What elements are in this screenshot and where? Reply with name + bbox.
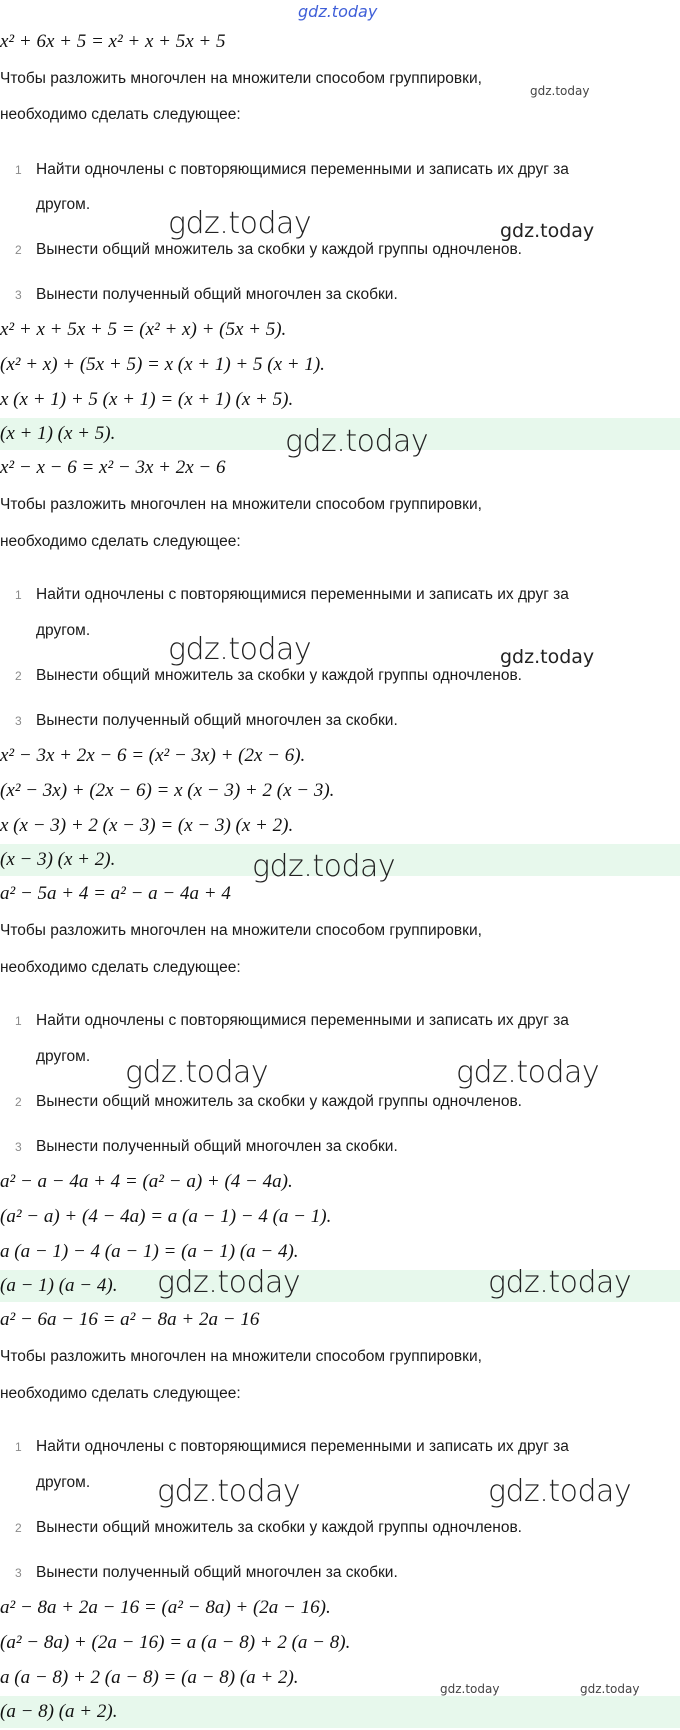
watermark: gdz.today	[440, 1682, 500, 1696]
step-1-text-line-2: другом.	[36, 1048, 91, 1065]
group-line: a² − 8a + 2a − 16 = (a² − 8a) + (2a − 16).	[0, 1597, 331, 1618]
step-number: 1	[15, 1440, 22, 1454]
factor-line: (x² + x) + (5x + 5) = x (x + 1) + 5 (x + 1).	[0, 354, 325, 375]
step-2-text: Вынести общий множитель за скобки у каждой группы одночленов.	[36, 667, 522, 684]
step-3-text: Вынести полученный общий многочлен за скобки.	[36, 712, 398, 729]
intro-line-1: Чтобы разложить многочлен на множители способом группировки,	[0, 70, 482, 87]
intro-line-2: необходимо сделать следующее:	[0, 106, 241, 123]
step-1-text-line-1: Найти одночлены с повторяющимися переменными и записать их друг за	[36, 161, 569, 178]
group-line: x² + x + 5x + 5 = (x² + x) + (5x + 5).	[0, 319, 287, 340]
watermark: gdz.today	[456, 1055, 600, 1090]
watermark: gdz.today	[252, 849, 396, 884]
watermark: gdz.today	[488, 1474, 632, 1509]
intro-line-1: Чтобы разложить многочлен на множители способом группировки,	[0, 1348, 482, 1365]
step-number: 3	[15, 1566, 22, 1580]
step-1-text-line-2: другом.	[36, 1474, 91, 1491]
step-number: 2	[15, 243, 22, 257]
answer-line	[0, 1696, 680, 1728]
watermark: gdz.today	[157, 1265, 301, 1300]
intro-line-2: необходимо сделать следующее:	[0, 959, 241, 976]
group-line: a² − a − 4a + 4 = (a² − a) + (4 − 4a).	[0, 1171, 293, 1192]
step-number: 2	[15, 669, 22, 683]
factor-line: (a² − a) + (4 − 4a) = a (a − 1) − 4 (a − 1).	[0, 1206, 332, 1227]
group-line: x² − 3x + 2x − 6 = (x² − 3x) + (2x − 6).	[0, 745, 306, 766]
watermark: gdz.today	[285, 424, 429, 459]
step-number: 3	[15, 288, 22, 302]
expand-line: x² + 6x + 5 = x² + x + 5x + 5	[0, 31, 226, 52]
step-number: 2	[15, 1095, 22, 1109]
step-number: 2	[15, 1521, 22, 1535]
step-1-text-line-1: Найти одночлены с повторяющимися переменными и записать их друг за	[36, 586, 569, 603]
step-3-text: Вынести полученный общий многочлен за скобки.	[36, 1138, 398, 1155]
combine-line: a (a − 1) − 4 (a − 1) = (a − 1) (a − 4).	[0, 1241, 299, 1262]
combine-line: a (a − 8) + 2 (a − 8) = (a − 8) (a + 2).	[0, 1667, 299, 1688]
factor-line: (x² − 3x) + (2x − 6) = x (x − 3) + 2 (x − 3).	[0, 780, 335, 801]
step-3-text: Вынести полученный общий многочлен за скобки.	[36, 286, 398, 303]
step-number: 1	[15, 163, 22, 177]
expand-line: a² − 5a + 4 = a² − a − 4a + 4	[0, 883, 231, 904]
step-number: 1	[15, 1014, 22, 1028]
watermark: gdz.today	[580, 1682, 640, 1696]
watermark: gdz.today	[168, 632, 312, 667]
answer-text: (a − 8) (a + 2).	[0, 1701, 118, 1722]
watermark: gdz.today	[530, 84, 590, 98]
intro-line-1: Чтобы разложить многочлен на множители способом группировки,	[0, 922, 482, 939]
answer-text: (x − 3) (x + 2).	[0, 849, 116, 870]
intro-line-2: необходимо сделать следующее:	[0, 533, 241, 550]
answer-text: (a − 1) (a − 4).	[0, 1275, 118, 1296]
step-1-text-line-1: Найти одночлены с повторяющимися переменными и записать их друг за	[36, 1438, 569, 1455]
watermark: gdz.today	[125, 1055, 269, 1090]
step-1-text-line-1: Найти одночлены с повторяющимися переменными и записать их друг за	[36, 1012, 569, 1029]
step-1-text-line-2: другом.	[36, 622, 91, 639]
step-2-text: Вынести общий множитель за скобки у каждой группы одночленов.	[36, 241, 522, 258]
step-1-text-line-2: другом.	[36, 196, 91, 213]
step-2-text: Вынести общий множитель за скобки у каждой группы одночленов.	[36, 1093, 522, 1110]
expand-line: a² − 6a − 16 = a² − 8a + 2a − 16	[0, 1309, 260, 1330]
answer-text: (x + 1) (x + 5).	[0, 423, 116, 444]
watermark: gdz.today	[157, 1474, 301, 1509]
combine-line: x (x + 1) + 5 (x + 1) = (x + 1) (x + 5).	[0, 389, 294, 410]
watermark: gdz.today	[500, 646, 595, 668]
intro-line-1: Чтобы разложить многочлен на множители способом группировки,	[0, 496, 482, 513]
watermark: gdz.today	[500, 220, 595, 242]
expand-line: x² − x − 6 = x² − 3x + 2x − 6	[0, 457, 226, 478]
watermark: gdz.today	[488, 1265, 632, 1300]
step-number: 3	[15, 714, 22, 728]
step-number: 1	[15, 588, 22, 602]
combine-line: x (x − 3) + 2 (x − 3) = (x − 3) (x + 2).	[0, 815, 294, 836]
watermark-top: gdz.today	[298, 2, 378, 21]
step-3-text: Вынести полученный общий многочлен за скобки.	[36, 1564, 398, 1581]
intro-line-2: необходимо сделать следующее:	[0, 1385, 241, 1402]
watermark: gdz.today	[168, 206, 312, 241]
step-2-text: Вынести общий множитель за скобки у каждой группы одночленов.	[36, 1519, 522, 1536]
factor-line: (a² − 8a) + (2a − 16) = a (a − 8) + 2 (a − 8).	[0, 1632, 351, 1653]
step-number: 3	[15, 1140, 22, 1154]
